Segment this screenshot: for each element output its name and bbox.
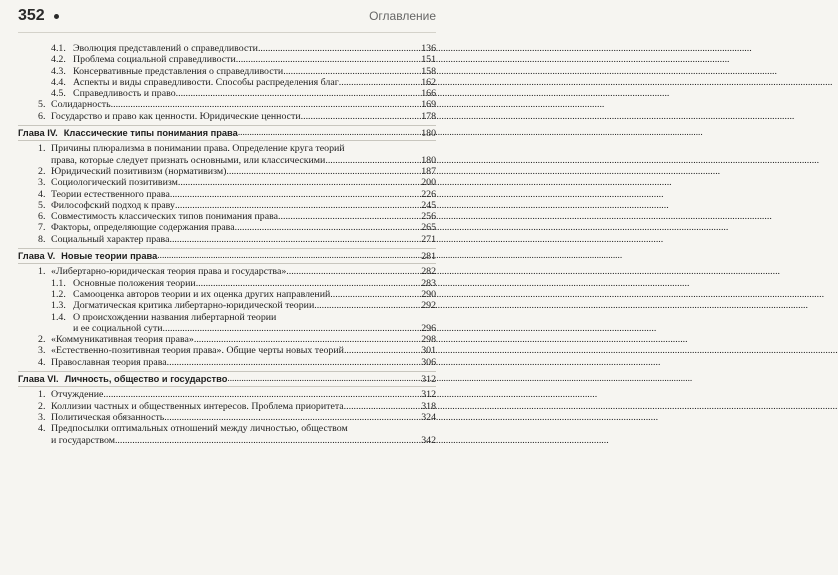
toc-entry[interactable]: 4. Теории естественного права ..... 226 (18, 189, 436, 200)
toc-entry[interactable]: 1.1. Основные положения теории ..... 283 (18, 278, 436, 289)
page-number: 352 (18, 7, 45, 24)
toc-entry[interactable]: 3. «Естественно-позитивная теория права». Общие черты новых теорий ..... 301 (18, 345, 436, 356)
toc-entry[interactable]: 1. Отчуждение ..... 312 (18, 389, 436, 400)
toc-entry[interactable]: 6. Государство и право как ценности. Юридические ценности ..... 178 (18, 111, 436, 122)
chapter-heading[interactable]: Глава V. Новые теории права ..... 281 (18, 248, 436, 264)
toc-entry[interactable]: 6. Совместимость классических типов понимания права ..... 256 (18, 211, 436, 222)
toc-entry[interactable]: 3. Социологический позитивизм ..... 200 (18, 177, 436, 188)
toc-entry[interactable]: 4.3. Консервативные представления о справедливости ..... 158 (18, 66, 436, 77)
toc-entry[interactable]: 4.1. Эволюция представлений о справедливости ..... 136 (18, 43, 436, 54)
toc-entry[interactable]: 2. «Коммуникативная теория права» ..... 298 (18, 334, 436, 345)
toc-entry[interactable]: 1.3. Догматическая критика либертарно-юридической теории ..... 292 (18, 300, 436, 311)
toc-entry[interactable]: 4.4. Аспекты и виды справедливости. Способы распределения благ ..... 162 (18, 77, 436, 88)
toc-entry[interactable]: 2. Юридический позитивизм (нормативизм) ..... 187 (18, 166, 436, 177)
toc-entry-multiline[interactable]: 1.4. О происхождении названия либертарной теории и ее социальной сути ..... 296 (18, 312, 436, 335)
toc-entry[interactable]: 4.2. Проблема социальной справедливости ..... 151 (18, 54, 436, 65)
chapter-heading[interactable]: Глава VI. Личность, общество и государство ..... 312 (18, 371, 436, 387)
toc-entry[interactable]: 3. Политическая обязанность ..... 324 (18, 412, 436, 423)
toc-entry[interactable]: 5. Философский подход к праву ..... 245 (18, 200, 436, 211)
chapter-heading[interactable]: Глава IV. Классические типы понимания права ..... 180 (18, 125, 436, 141)
toc-entry[interactable]: 4. Православная теория права ..... 306 (18, 357, 436, 368)
page-number-block (18, 7, 59, 25)
toc-entry[interactable]: 7. Факторы, определяющие содержания права ..... 265 (18, 222, 436, 233)
toc-entry[interactable]: 4.5. Справедливость и право ..... 166 (18, 88, 436, 99)
table-of-contents (18, 43, 436, 446)
toc-entry[interactable]: 5. Солидарность ..... 169 (18, 99, 436, 110)
toc-entry[interactable]: 1.2. Самооценка авторов теории и их оценка других направлений ..... 290 (18, 289, 436, 300)
bullet-icon (54, 14, 59, 19)
toc-entry[interactable]: 2. Коллизии частных и общественных интересов. Проблема приоритета ..... 318 (18, 401, 436, 412)
page-header (18, 0, 436, 33)
toc-entry-multiline[interactable]: 1. Причины плюрализма в понимании права. Определение круга теорий права, которые следует признать основными, или классическими ..... 180 (18, 143, 436, 166)
toc-entry[interactable]: 8. Социальный характер права ..... 271 (18, 234, 436, 245)
running-title: Оглавление (369, 9, 436, 23)
toc-entry-multiline[interactable]: 4. Предпосылки оптимальных отношений между личностью, обществом и государством ..... 342 (18, 423, 436, 446)
toc-entry[interactable]: 1. «Либертарно-юридическая теория права и государства» ..... 282 (18, 266, 436, 277)
